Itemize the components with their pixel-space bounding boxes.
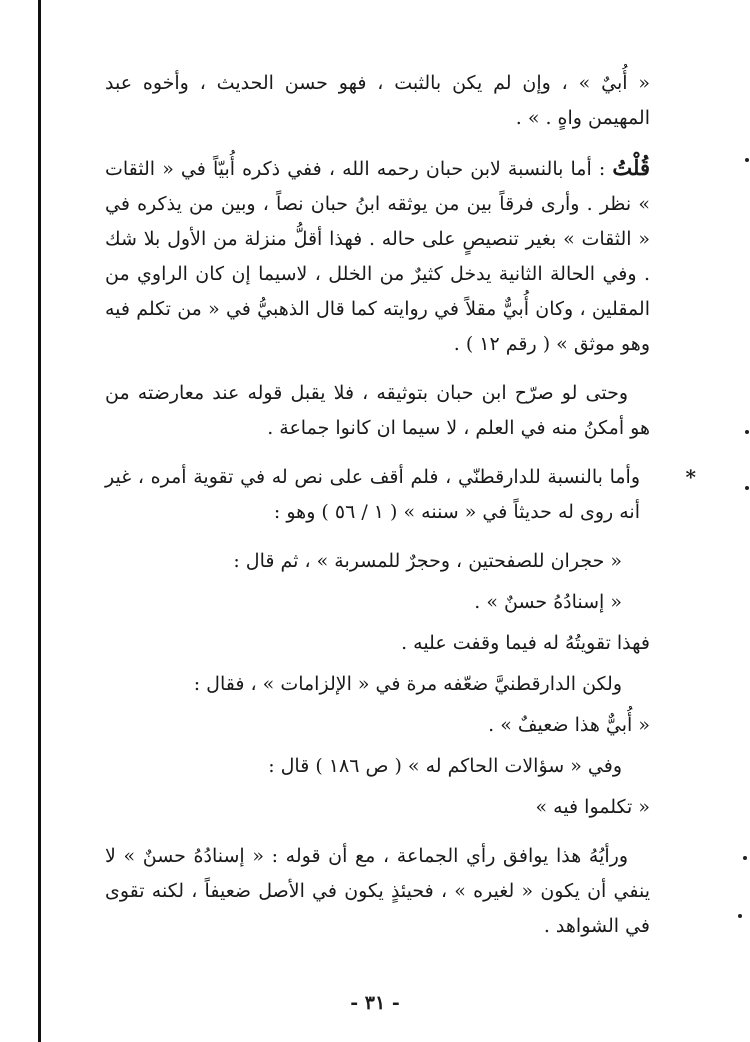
page-body	[105, 66, 696, 958]
edge-mark	[745, 158, 749, 162]
page-number: - ٣١ -	[350, 992, 400, 1014]
hadith-quote: « حجران للصفحتين ، وحجرٌ للمسربة » ، ثم قال :	[233, 550, 622, 572]
qultu-text: : أما بالنسبة لابن حبان رحمه الله ، ففي ذكره أُبيّاً في « الثقات » نظر . وأرى فرقاً بين من يوثقه ابنُ حبان نصاً ، وبين من يذكره في « الثقات » بغير تنصيصٍ على حاله . فهذا أقلُّ منزلة من الأول بلا شك . وفي الحالة الثانية يدخل كثيرٌ من الخلل ، لاسيما إن كان الراوي من المقلين ، وكان أُبيٌّ مقلاً في روايته كما قال الذهبيُّ في « من تكلم فيه وهو موثق » ( رقم ١٢ ) .	[105, 158, 650, 355]
paragraph-quote-continuation: « أُبيٌ » ، وإن لم يكن بالثبت ، فهو حسن الحديث ، وأخوه عبد المهيمن واهٍ . » .	[105, 72, 650, 129]
paragraph-ibn-hibban: وحتى لو صرّح ابن حبان بتوثيقه ، فلا يقبل قوله عند معارضته من هو أمكنُ منه في العلم ، لا سيما ان كانوا جماعة .	[105, 382, 650, 439]
paragraph-conclusion: ورأيُهُ هذا يوافق رأي الجماعة ، مع أن قوله : « إسنادُهُ حسنٌ » لا ينفي أن يكون « لغيره » ، فحيئذٍ يكون في الأصل ضعيفاً ، لكنه تقوى في الشواهد .	[105, 845, 650, 937]
page-left-border	[38, 0, 41, 1042]
edge-mark	[738, 914, 742, 918]
bullet-asterisk: *	[685, 465, 696, 489]
edge-mark	[745, 486, 749, 490]
edge-mark	[743, 856, 747, 860]
edge-mark	[745, 430, 749, 434]
suualat-line: وفي « سؤالات الحاكم له » ( ص ١٨٦ ) قال :	[268, 755, 622, 777]
paragraph-qultu	[105, 150, 650, 362]
ilzamat-line: ولكن الدارقطنيَّ ضعّفه مرة في « الإلزامات » ، فقال :	[193, 673, 622, 695]
daif-quote: « أُبيٌّ هذا ضعيفٌ » .	[488, 714, 650, 736]
paragraph-daraqutni	[105, 460, 696, 530]
daraqutni-text: وأما بالنسبة للدارقطنّي ، فلم أقف على نص له في تقوية أمره ، غير أنه روى له حديثاً في « سننه » ( ١ / ٥٦ ) وهو :	[105, 466, 640, 523]
taqwiya-line: فهذا تقويتُهُ له فيما وقفت عليه .	[401, 632, 650, 654]
qultu-label: قُلْتُ	[612, 155, 650, 180]
isnad-quote: « إسنادُهُ حسنٌ » .	[474, 591, 622, 613]
takallamu-quote: « تكلموا فيه »	[535, 796, 650, 818]
